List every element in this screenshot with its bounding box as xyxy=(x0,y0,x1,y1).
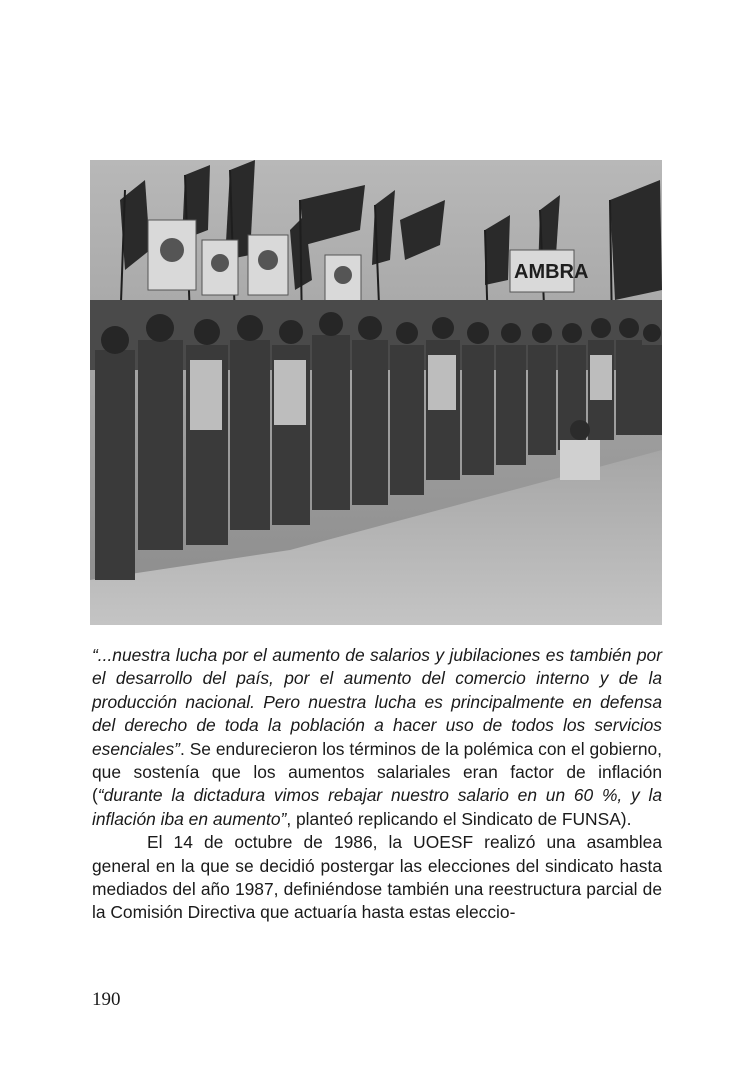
banner-text: AMBRA xyxy=(514,261,589,283)
paragraph-assembly: El 14 de octubre de 1986, la UOESF realizó una asamblea general en la que se decidió postergar las elecciones del sindicato hasta mediados del año 1987, definiéndose también una reestructura parcial de la Comisión Directiva que actuaría hasta estas eleccio- xyxy=(92,832,662,923)
text-fragment-1: . Se endurecieron los términos de la polémica con el gobierno, que sostenía que los aumentos salariales eran factor de inflación ( xyxy=(92,738,662,806)
paragraph-quote xyxy=(92,644,662,831)
protest-photo xyxy=(90,160,662,625)
quote-fragment-1: “...nuestra lucha por el aumento de salarios y jubilaciones es también por el desarrollo del país, por el aumento del comercio interno y de la producción nacional. Pero nuestra lucha es principalmente en defensa del derecho de toda la población a hacer uso de todos los servicios esenciales” xyxy=(92,645,662,759)
body-text xyxy=(92,644,662,925)
page-number: 190 xyxy=(92,989,121,1010)
text-fragment-2: , planteó replicando el Sindicato de FUNSA). xyxy=(286,808,632,829)
protest-photo-icon xyxy=(90,160,662,625)
quote-fragment-2: “durante la dictadura vimos rebajar nuestro salario en un 60 %, y la inflación iba en aumento” xyxy=(92,785,662,829)
